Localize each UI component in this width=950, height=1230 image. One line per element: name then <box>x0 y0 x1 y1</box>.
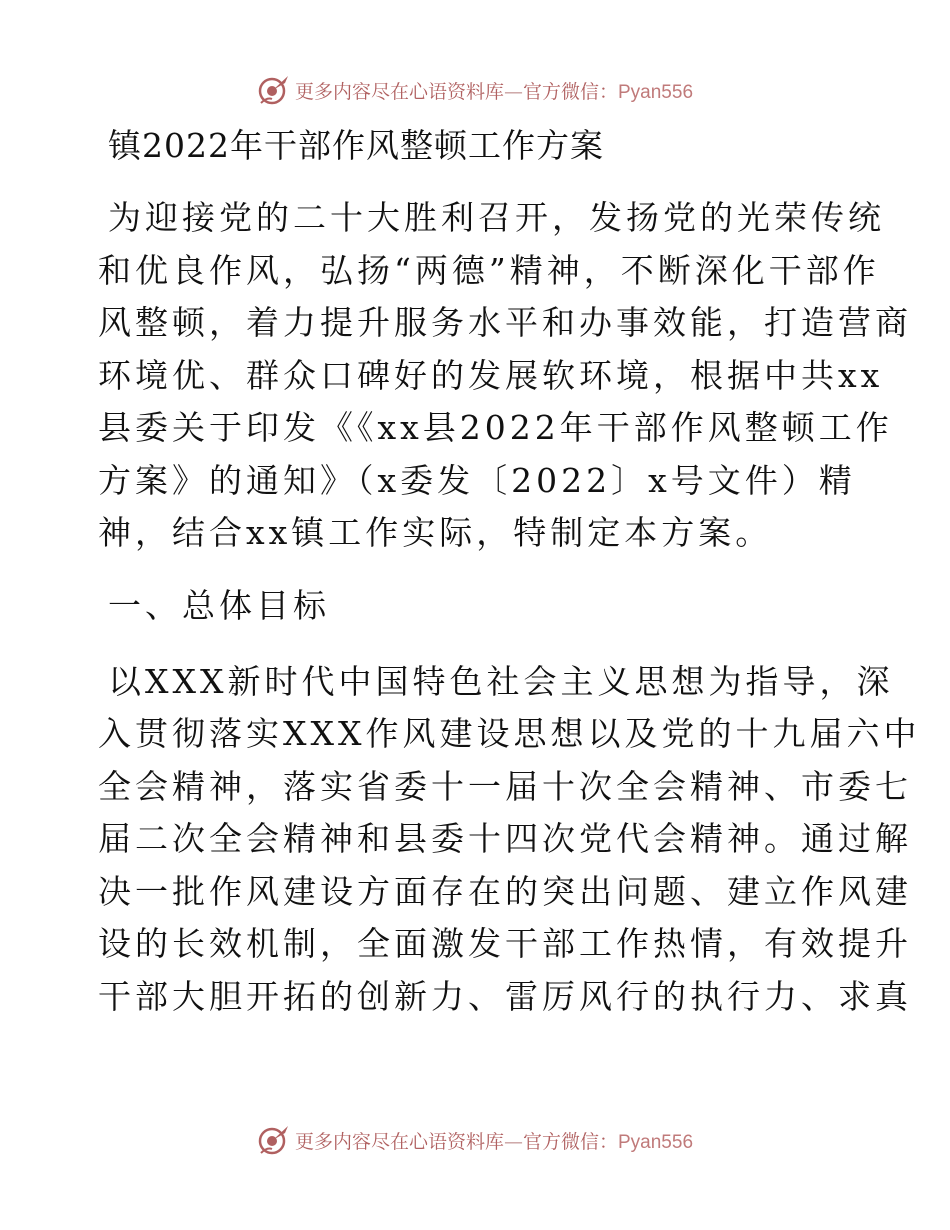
watermark-brand: 更多内容尽在心语资料库 <box>294 1130 504 1153</box>
paragraph-line: 县委关于印发《《xx县2022年干部作风整顿工作 <box>98 408 893 447</box>
quill-seal-icon <box>257 73 291 107</box>
paragraph-line: 为迎接党的二十大胜利召开，发扬党的光荣传统 <box>108 198 885 237</box>
watermark-wechat-label: 官方微信： <box>522 1130 618 1153</box>
watermark-banner-top <box>0 70 950 110</box>
section-heading: 一、总体目标 <box>108 585 330 625</box>
watermark-dash: — <box>503 80 523 103</box>
paragraph-line: 和优良作风，弘扬“两德”精神，不断深化干部作 <box>98 250 880 290</box>
paragraph-line: 风整顿，着力提升服务水平和办事效能，打造营商 <box>98 303 912 342</box>
paragraph-line: 以XXX新时代中国特色社会主义思想为指导，深 <box>108 661 894 701</box>
document-title: 镇2022年干部作风整顿工作方案 <box>108 126 604 165</box>
section-paragraph <box>98 656 921 1024</box>
watermark-banner-bottom <box>0 1120 950 1160</box>
watermark-brand: 更多内容尽在心语资料库 <box>294 80 504 103</box>
quill-seal-icon <box>257 1123 291 1157</box>
document-body <box>98 124 921 1023</box>
paragraph-line: 神，结合xx镇工作实际，特制定本方案。 <box>98 513 773 552</box>
paragraph-line: 方案》的通知》（x委发〔2022〕x号文件）精 <box>98 460 856 500</box>
intro-paragraph <box>98 192 912 560</box>
watermark-wechat-id: Pyan556 <box>618 1131 694 1153</box>
paragraph-line: 干部大胆开拓的创新力、雷厉风行的执行力、求真 <box>98 976 912 1016</box>
paragraph-line: 入贯彻落实XXX作风建设思想以及党的十九届六中 <box>98 714 921 753</box>
paragraph-line: 届二次全会精神和县委十四次党代会精神。通过解 <box>98 819 912 858</box>
paragraph-line: 决一批作风建设方面存在的突出问题、建立作风建 <box>98 871 912 911</box>
watermark-text <box>295 1127 693 1154</box>
watermark-wechat-label: 官方微信： <box>522 80 618 103</box>
paragraph-line: 设的长效机制，全面激发干部工作热情，有效提升 <box>98 924 912 963</box>
paragraph-line: 全会精神，落实省委十一届十次全会精神、市委七 <box>98 766 912 806</box>
watermark-text <box>295 77 693 104</box>
watermark-wechat-id: Pyan556 <box>618 81 694 103</box>
paragraph-line: 环境优、群众口碑好的发展软环境，根据中共xx <box>98 355 884 395</box>
watermark-dash: — <box>503 1130 523 1153</box>
